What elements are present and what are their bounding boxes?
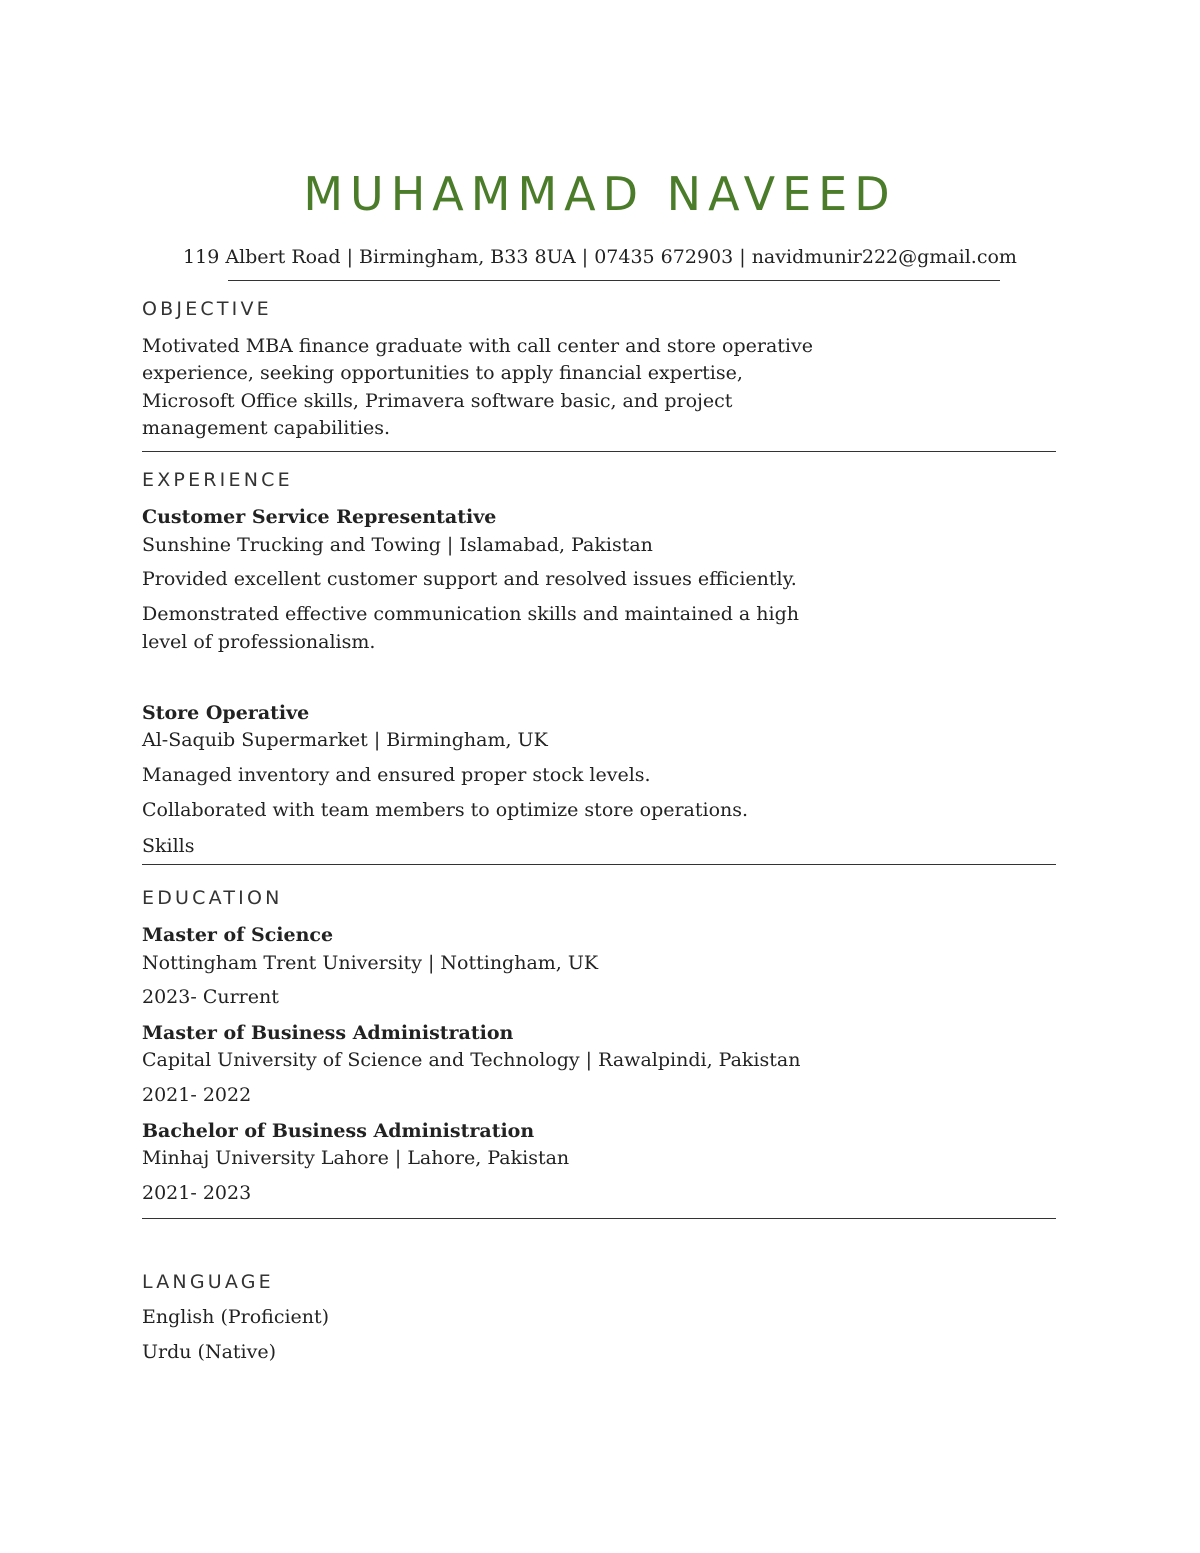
degree-school: Capital University of Science and Technology | Rawalpindi, Pakistan	[142, 1049, 801, 1071]
degree-title: Bachelor of Business Administration	[142, 1120, 535, 1142]
divider	[142, 864, 1056, 865]
language-heading: LANGUAGE	[142, 1271, 274, 1293]
divider	[228, 280, 1000, 281]
degree-title: Master of Business Administration	[142, 1022, 514, 1044]
objective-line: Microsoft Office skills, Primavera software basic, and project	[142, 390, 733, 412]
degree-school: Minhaj University Lahore | Lahore, Pakistan	[142, 1147, 570, 1169]
education-heading: EDUCATION	[142, 887, 283, 909]
job-company: Al-Saquib Supermarket | Birmingham, UK	[142, 729, 548, 751]
degree-dates: 2021- 2023	[142, 1182, 252, 1204]
job-title: Store Operative	[142, 702, 310, 724]
divider	[142, 451, 1056, 452]
job-duty: Provided excellent customer support and resolved issues efficiently.	[142, 568, 797, 590]
contact-line: 119 Albert Road | Birmingham, B33 8UA | 07435 672903 | navidmunir222@gmail.com	[183, 246, 1017, 268]
degree-title: Master of Science	[142, 924, 334, 946]
objective-line: experience, seeking opportunities to apply financial expertise,	[142, 362, 743, 384]
job-duty: Demonstrated effective communication skills and maintained a high	[142, 603, 799, 625]
skills-label: Skills	[142, 835, 195, 857]
job-duty: Managed inventory and ensured proper stock levels.	[142, 764, 651, 786]
language-item: Urdu (Native)	[142, 1341, 277, 1363]
divider	[142, 1218, 1056, 1219]
job-company: Sunshine Trucking and Towing | Islamabad, Pakistan	[142, 534, 653, 556]
objective-line: Motivated MBA finance graduate with call center and store operative	[142, 335, 813, 357]
candidate-name: MUHAMMAD NAVEED	[303, 167, 897, 221]
degree-school: Nottingham Trent University | Nottingham, UK	[142, 952, 599, 974]
degree-dates: 2021- 2022	[142, 1084, 252, 1106]
job-duty: Collaborated with team members to optimize store operations.	[142, 799, 749, 821]
degree-dates: 2023- Current	[142, 986, 279, 1008]
language-item: English (Proficient)	[142, 1306, 330, 1328]
objective-heading: OBJECTIVE	[142, 298, 272, 320]
experience-heading: EXPERIENCE	[142, 469, 293, 491]
job-title: Customer Service Representative	[142, 506, 497, 528]
job-duty: level of professionalism.	[142, 631, 376, 653]
objective-line: management capabilities.	[142, 417, 391, 439]
